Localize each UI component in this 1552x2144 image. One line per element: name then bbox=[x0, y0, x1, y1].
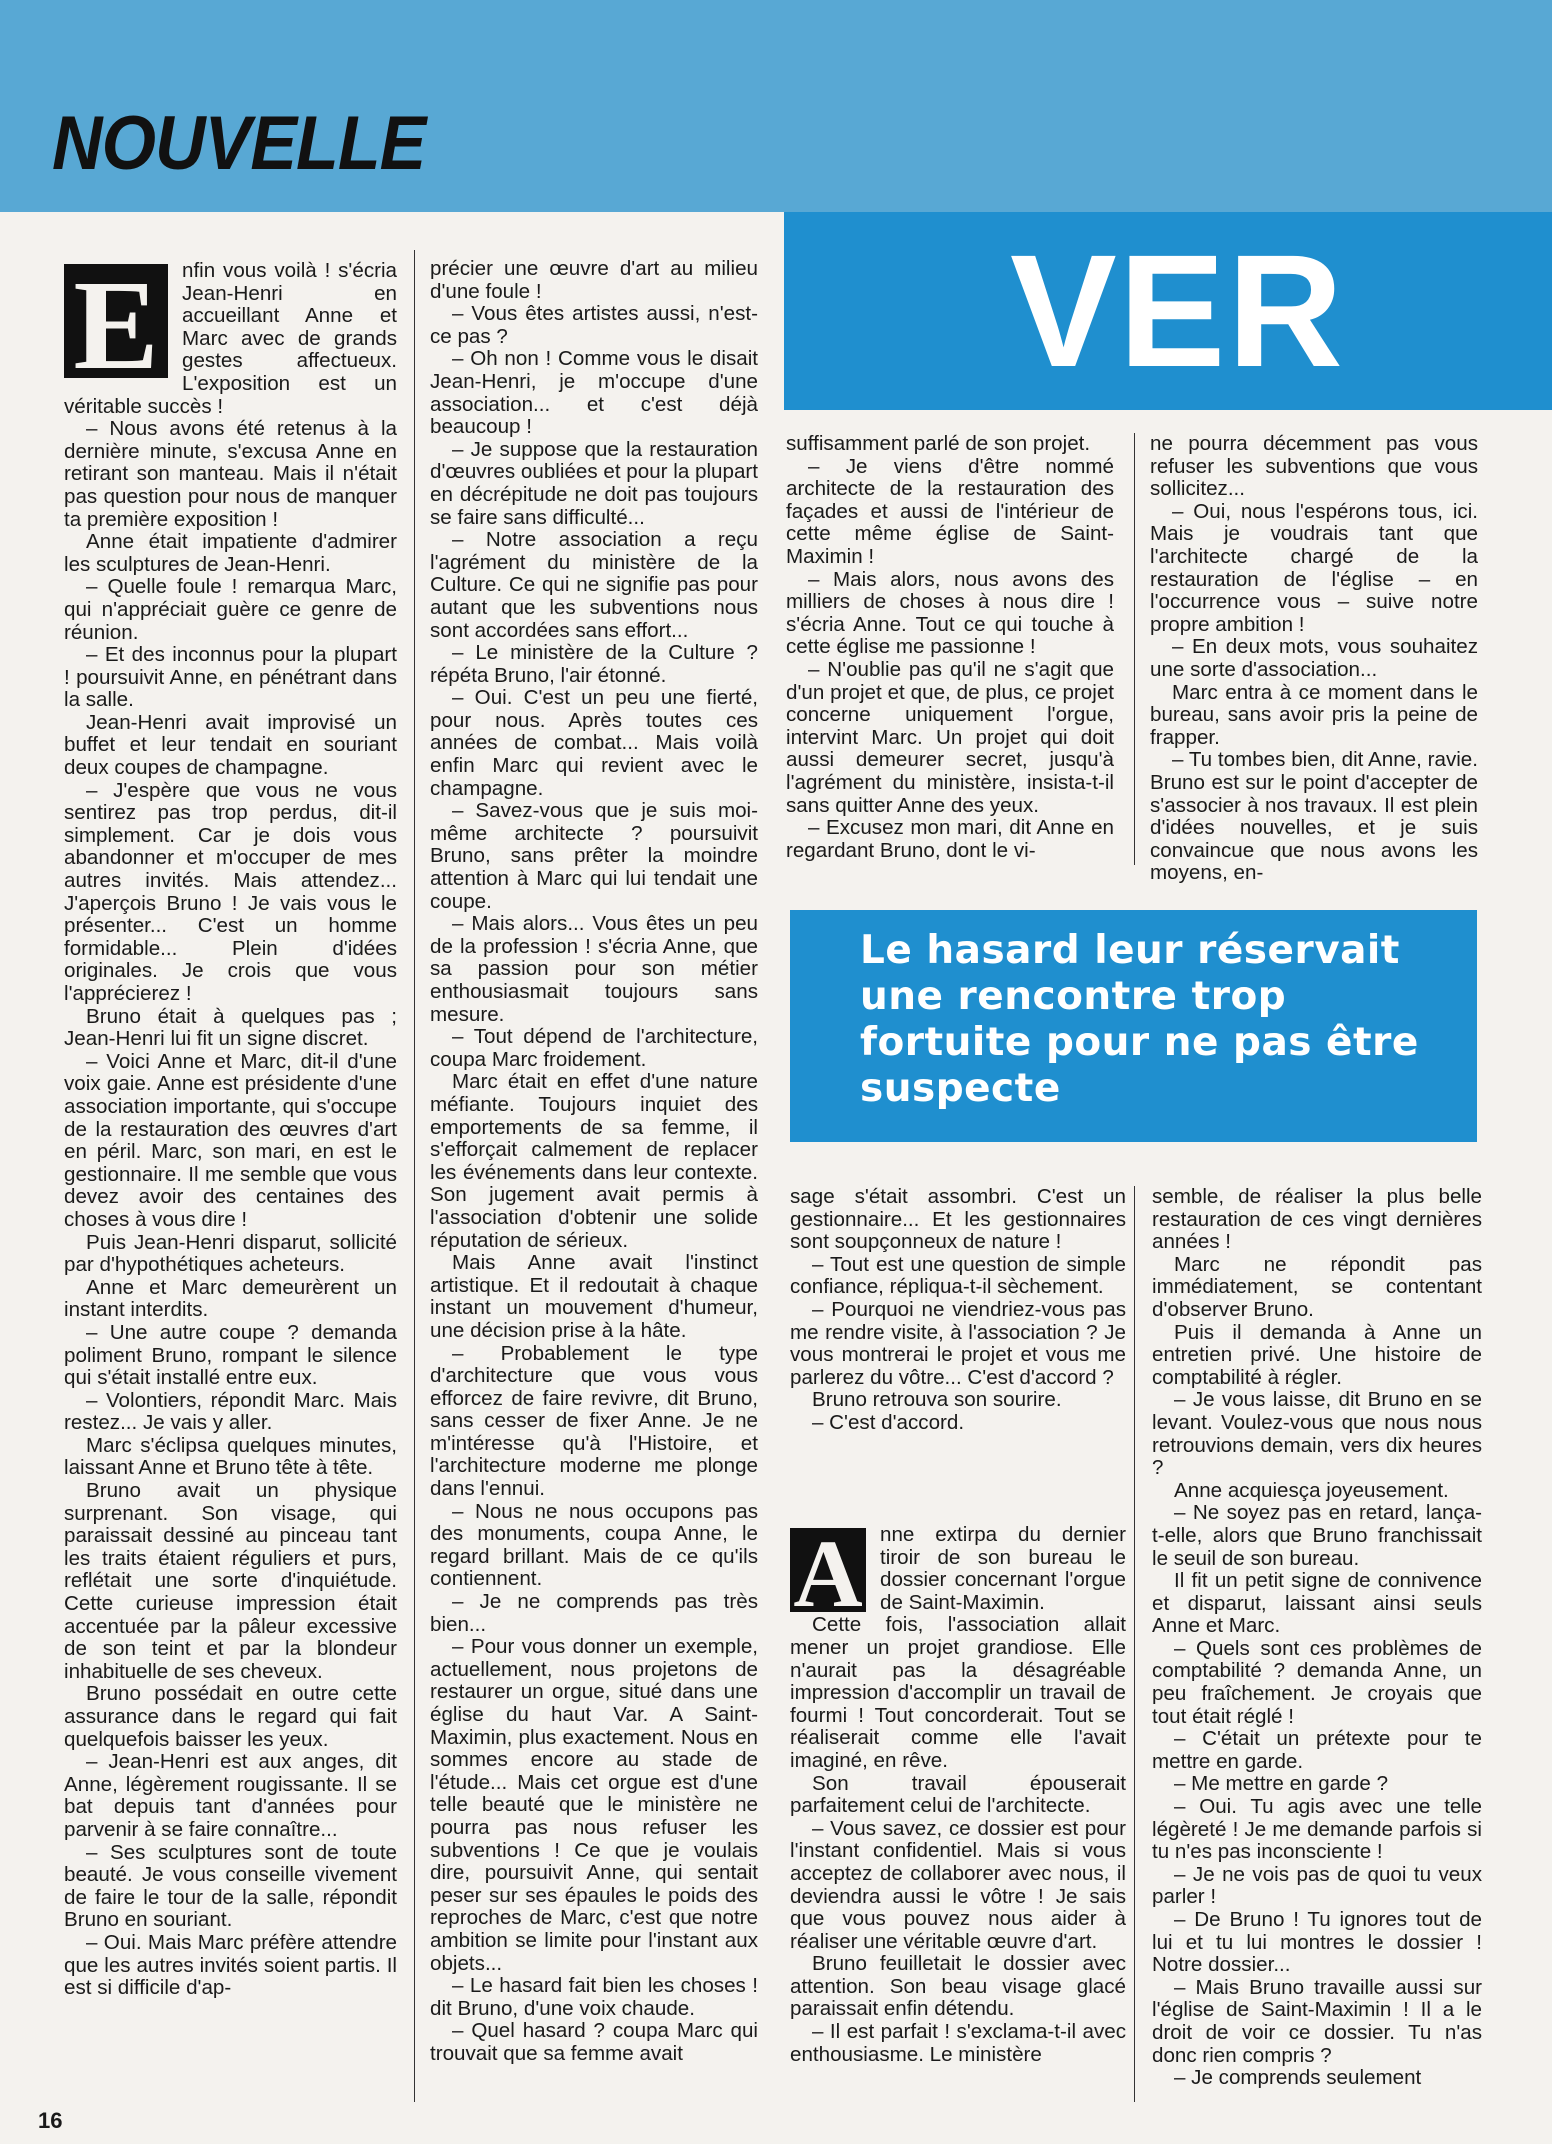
paragraph: – C'est d'accord. bbox=[812, 1410, 965, 1434]
paragraph: Jean-Henri avait improvisé un buffet et leur tendait en souriant deux coupes de champagne. bbox=[64, 710, 397, 780]
paragraph: Bruno retrouva son sourire. bbox=[812, 1388, 1062, 1412]
paragraph: – Je vous laisse, dit Bruno en se levant. Voulez-vous que nous nous retrouvions demain, vers dix heures ? bbox=[1152, 1388, 1482, 1480]
column-rule bbox=[1134, 1186, 1135, 2102]
paragraph: – Le ministère de la Culture ? répéta Bruno, l'air étonné. bbox=[430, 641, 758, 687]
paragraph: – Je suppose que la restauration d'œuvres oubliées et pour la plupart en décrépitude ne doit pas toujours se faire sans difficulté... bbox=[430, 437, 758, 529]
paragraph: Marc s'éclipsa quelques minutes, laissant Anne et Bruno tête à tête. bbox=[64, 1433, 397, 1480]
paragraph: Puis Jean-Henri disparut, sollicité par d'hypothétiques acheteurs. bbox=[64, 1230, 397, 1277]
paragraph: Bruno possédait en outre cette assurance dans le regard qui fait quelquefois baisser les yeux. bbox=[64, 1682, 397, 1751]
paragraph: Marc entra à ce moment dans le bureau, sans avoir pris la peine de frapper. bbox=[1150, 680, 1478, 749]
paragraph: – Tout est une question de simple confiance, répliqua-t-il sèchement. bbox=[790, 1252, 1126, 1299]
paragraph: Marc ne répondit pas immédiatement, se contentant d'observer Bruno. bbox=[1152, 1252, 1482, 1321]
paragraph: Bruno feuilletait le dossier avec attention. Son beau visage glacé paraissait enfin détendu. bbox=[790, 1952, 1126, 2021]
paragraph: – Nous ne nous occupons pas des monuments, coupa Anne, le regard brillant. Mais de ce qu'ils contiennent. bbox=[430, 1499, 758, 1591]
paragraph: – Oui, nous l'espérons tous, ici. Mais je voudrais tant que l'architecte chargé de la restauration de l'église – en l'occurrence vous – suive notre propre ambition ! bbox=[1150, 499, 1478, 636]
paragraph: – N'oublie pas qu'il ne s'agit que d'un projet et que, de plus, ce projet concerne uniquement l'orgue, intervint Marc. Un projet qui doit aussi demeurer secret, jusqu'à l'agrément du ministère, insista-t-il sans quitter Anne des yeux. bbox=[786, 657, 1114, 817]
paragraph: – Tu tombes bien, dit Anne, ravie. Bruno est sur le point d'accepter de s'associer à nos travaux. Il est plein d'idées nouvelles, et je suis convaincue que nous avons les moyens, en- bbox=[1150, 748, 1478, 885]
paragraph: Anne acquiesça joyeusement. bbox=[1174, 1478, 1449, 1502]
paragraph: Bruno était à quelques pas ; Jean-Henri lui fit un signe discret. bbox=[64, 1004, 397, 1051]
paragraph: – Une autre coupe ? demanda poliment Bruno, rompant le silence qui s'était installé entre eux. bbox=[64, 1320, 397, 1390]
paragraph: nfin vous voilà ! s'écria Jean-Henri en accueillant Anne et Marc avec de grands gestes affectueux. L'exposition est un véritable succès ! bbox=[64, 259, 397, 418]
paragraph: – Je viens d'être nommé architecte de la restauration des façades et aussi de l'intérieur de cette même église de Saint-Maximin ! bbox=[786, 454, 1114, 568]
paragraph: – Oui. C'est un peu une fierté, pour nous. Après toutes ces années de combat... Mais voilà enfin Marc qui revient avec le champagne. bbox=[430, 686, 758, 800]
paragraph: Anne était impatiente d'admirer les sculptures de Jean-Henri. bbox=[64, 530, 397, 576]
drop-cap: A bbox=[790, 1528, 866, 1612]
paragraph: Cette fois, l'association allait mener un projet grandiose. Elle n'aurait pas la désagréable impression d'accomplir un travail de fourmi ! Tout concorderait. Tout se réaliserait comme elle l'avait imaginé, en rêve. bbox=[790, 1613, 1126, 1772]
paragraph: Puis il demanda à Anne un entretien privé. Une histoire de comptabilité à régler. bbox=[1152, 1320, 1482, 1389]
paragraph: – Oh non ! Comme vous le disait Jean-Henri, je m'occupe d'une association... et c'est déjà beaucoup ! bbox=[430, 347, 758, 439]
paragraph: – Oui. Mais Marc préfère attendre que les autres invités soient partis. Il est si difficile d'ap- bbox=[64, 1930, 397, 2000]
paragraph: – C'était un prétexte pour te mettre en garde. bbox=[1152, 1727, 1482, 1773]
paragraph: sage s'était assombri. C'est un gestionnaire... Et les gestionnaires sont soupçonneux de nature ! bbox=[790, 1185, 1126, 1254]
paragraph: – Le hasard fait bien les choses ! dit Bruno, d'une voix chaude. bbox=[430, 1974, 758, 2020]
paragraph: – J'espère que vous ne vous sentirez pas trop perdus, dit-il simplement. Car je dois vous abandonner et m'occuper de mes autres invités. Mais attendez... J'aperçois Bruno ! Je vais vous le présenter... C'est un homme formidable... Plein d'idées originales. Je crois que vous l'apprécierez ! bbox=[64, 778, 397, 1005]
series-title: NOUVELLE bbox=[52, 101, 426, 186]
paragraph: – Pourquoi ne viendriez-vous pas me rendre visite, à l'association ? Je vous montrerai le projet et vous me parlerez du vôtre... C'est d'accord ? bbox=[790, 1297, 1126, 1389]
paragraph: – Ses sculptures sont de toute beauté. Je vous conseille vivement de faire le tour de la salle, répondit Bruno en souriant. bbox=[64, 1840, 397, 1932]
paragraph: – Jean-Henri est aux anges, dit Anne, légèrement rougissante. Il se bat depuis tant d'années pour parvenir à se faire connaître... bbox=[64, 1750, 397, 1841]
paragraph: Il fit un petit signe de connivence et disparut, laissant ainsi seuls Anne et Marc. bbox=[1152, 1569, 1482, 1638]
paragraph: – Mais alors, nous avons des milliers de choses à nous dire ! s'écria Anne. Tout ce qui touche à cette église me passionne ! bbox=[786, 567, 1114, 659]
paragraph: – Nous avons été retenus à la dernière minute, s'excusa Anne en retirant son manteau. Mais il n'était pas question pour nous de manquer ta première exposition ! bbox=[64, 417, 397, 531]
drop-cap: E bbox=[64, 264, 168, 378]
paragraph: – Quels sont ces problèmes de comptabilité ? demanda Anne, un peu fraîchement. Je croyais que tout était réglé ! bbox=[1152, 1636, 1482, 1728]
paragraph: – Oui. Tu agis avec une telle légèreté ! Je me demande parfois si tu n'es pas inconsciente ! bbox=[1152, 1795, 1482, 1864]
paragraph: – Notre association a reçu l'agrément du ministère de la Culture. Ce qui ne signifie pas pour autant que les subventions nous sont accordées sans effort... bbox=[430, 528, 758, 642]
paragraph: – Vous êtes artistes aussi, n'est-ce pas ? bbox=[430, 302, 758, 348]
article-column-5-continued bbox=[790, 1520, 1126, 2066]
paragraph: – De Bruno ! Tu ignores tout de lui et tu lui montres le dossier ! Notre dossier... bbox=[1152, 1908, 1482, 1977]
pull-quote: Le hasard leur réservait une rencontre trop fortuite pour ne pas être suspecte bbox=[860, 928, 1419, 1111]
article-column-6 bbox=[1152, 1186, 1482, 2090]
paragraph: semble, de réaliser la plus belle restauration de ces vingt dernières années ! bbox=[1152, 1185, 1482, 1254]
paragraph: – Ne soyez pas en retard, lança-t-elle, alors que Bruno franchissait le seuil de son bureau. bbox=[1152, 1501, 1482, 1570]
article-column-2 bbox=[430, 258, 758, 2066]
paragraph: Marc était en effet d'une nature méfiante. Toujours inquiet des emportements de sa femme, il s'efforçait calmement de replacer les événements dans leur contexte. Son jugement avait permis à l'association d'obtenir une solide réputation de sérieux. bbox=[430, 1070, 758, 1252]
paragraph: nne extirpa du dernier tiroir de son bureau le dossier concernant l'orgue de Saint-Maximin. bbox=[880, 1523, 1126, 1614]
paragraph: – Tout dépend de l'architecture, coupa Marc froidement. bbox=[430, 1025, 758, 1071]
paragraph: – Et des inconnus pour la plupart ! poursuivit Anne, en pénétrant dans la salle. bbox=[64, 643, 397, 712]
article-column-3 bbox=[786, 433, 1114, 862]
article-column-1 bbox=[64, 254, 397, 2000]
column-rule bbox=[414, 250, 415, 2102]
paragraph: – Excusez mon mari, dit Anne en regardant Bruno, dont le vi- bbox=[786, 816, 1114, 862]
paragraph: Mais Anne avait l'instinct artistique. Et il redoutait à chaque instant un mouvement d'humeur, une décision prise à la hâte. bbox=[430, 1251, 758, 1342]
page-number: 16 bbox=[38, 2108, 63, 2133]
paragraph: – Je ne comprends pas très bien... bbox=[430, 1590, 758, 1636]
paragraph: – Je comprends seulement bbox=[1174, 2066, 1422, 2090]
article-column-5 bbox=[790, 1186, 1126, 1435]
paragraph: Son travail épouserait parfaitement celui de l'architecte. bbox=[790, 1771, 1126, 1818]
paragraph: – Mais alors... Vous êtes un peu de la profession ! s'écria Anne, que sa passion pour son métier enthousiasmait toujours sans mesure. bbox=[430, 912, 758, 1026]
paragraph: – En deux mots, vous souhaitez une sorte d'association... bbox=[1150, 635, 1478, 681]
column-rule bbox=[1134, 433, 1135, 865]
paragraph: – Il est parfait ! s'exclama-t-il avec enthousiasme. Le ministère bbox=[790, 2020, 1126, 2066]
paragraph: – Probablement le type d'architecture que vous vous efforcez de faire revivre, dit Bruno, sans cesser de fixer Anne. Je ne m'intéresse qu'à l'Histoire, et l'architecture moderne me plonge dans l'ennui. bbox=[430, 1341, 758, 1501]
paragraph: – Savez-vous que je suis moi-même architecte ? poursuivit Bruno, sans prêter la moindre attention à Marc qui lui tendait une coupe. bbox=[430, 799, 758, 913]
paragraph: – Vous savez, ce dossier est pour l'instant confidentiel. Mais si vous acceptez de collaborer avec nous, il deviendra aussi le vôtre ! Je sais que vous pouvez nous aider à réaliser une véritable œuvre d'art. bbox=[790, 1816, 1126, 1953]
paragraph: – Mais Bruno travaille aussi sur l'église de Saint-Maximin ! Il a le droit de voir ce dossier. Tu n'as donc rien compris ? bbox=[1152, 1975, 1482, 2067]
paragraph: Anne et Marc demeurèrent un instant interdits. bbox=[64, 1275, 397, 1322]
paragraph: Bruno avait un physique surprenant. Son visage, qui paraissait dessiné au pinceau tant les traits étaient réguliers et purs, reflétait une sorte d'inquiétude. Cette curieuse impression était accentuée par la pâleur excessive de son teint et par la blondeur inhabituelle de ses cheveux. bbox=[64, 1479, 397, 1683]
paragraph: précier une œuvre d'art au milieu d'une foule ! bbox=[430, 257, 758, 303]
paragraph: – Pour vous donner un exemple, actuellement, nous projetons de restaurer un orgue, situé dans une église du haut Var. A Saint-Maximin, plus exactement. Nous en sommes encore au stade de l'étude... Mais cet orgue est d'une telle beauté que le ministère ne pourra pas nous refuser les subventions ! Ce que je voulais dire, poursuivit Anne, qui sentait peser sur ses épaules le poids des reproches de Marc, c'est que notre ambition se limite pour l'instant aux objets... bbox=[430, 1635, 758, 1975]
paragraph: – Je ne vois pas de quoi tu veux parler ! bbox=[1152, 1862, 1482, 1909]
paragraph: suffisamment parlé de son projet. bbox=[786, 432, 1091, 455]
paragraph: – Voici Anne et Marc, dit-il d'une voix gaie. Anne est présidente d'une association importante, qui s'occupe de la restauration des œuvres d'art en péril. Marc, son mari, en est le gestionnaire. Il me semble que vous devez avoir des centaines des choses à vous dire ! bbox=[64, 1049, 397, 1231]
paragraph: ne pourra décemment pas vous refuser les subventions que vous sollicitez... bbox=[1150, 432, 1478, 501]
paragraph: – Quelle foule ! remarqua Marc, qui n'appréciait guère ce genre de réunion. bbox=[64, 575, 397, 644]
paragraph: – Me mettre en garde ? bbox=[1174, 1772, 1389, 1796]
story-title: VER bbox=[1010, 221, 1345, 400]
paragraph: – Quel hasard ? coupa Marc qui trouvait que sa femme avait bbox=[430, 2019, 758, 2065]
paragraph: – Volontiers, répondit Marc. Mais restez... Je vais y aller. bbox=[64, 1388, 397, 1435]
article-column-4 bbox=[1150, 433, 1478, 885]
